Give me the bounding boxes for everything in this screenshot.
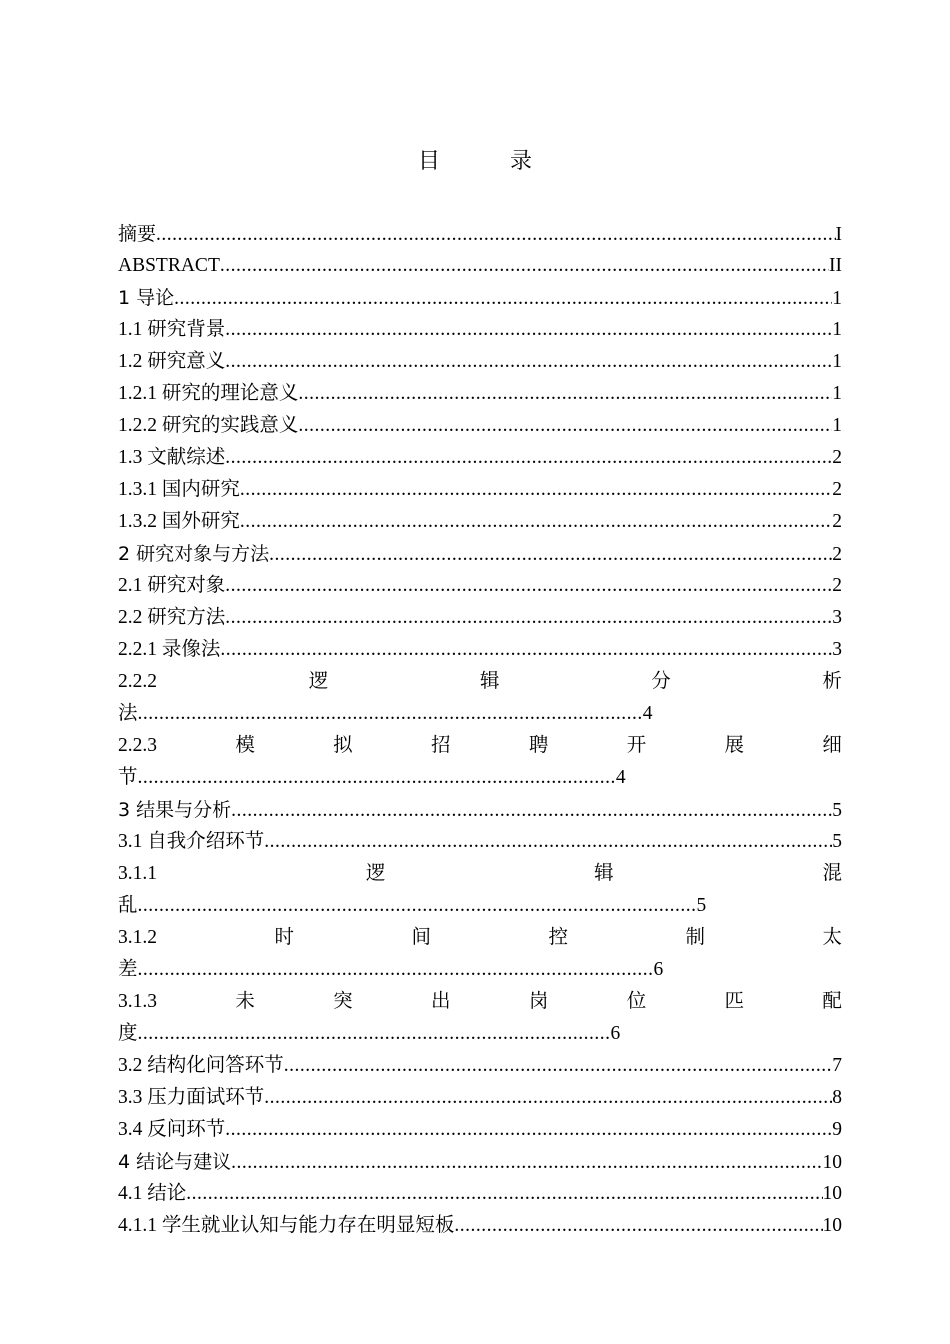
toc-page-number: 5 — [696, 895, 707, 916]
toc-entry[interactable] — [118, 218, 842, 250]
toc-entry[interactable] — [118, 1050, 842, 1082]
toc-leader-dots — [225, 442, 832, 474]
toc-leader-dots — [186, 1178, 822, 1210]
toc-leader-dots — [240, 474, 832, 506]
toc-leader-dots — [225, 346, 832, 378]
toc-entry-token: 招 — [431, 735, 451, 756]
toc-leader-dots — [225, 1114, 832, 1146]
toc-leader-dots — [231, 1147, 822, 1179]
toc-entry-token: 逻 — [308, 671, 329, 692]
toc-page-number: 1 — [832, 319, 842, 340]
toc-entry-token: 聘 — [528, 735, 549, 756]
toc-page-number: 4 — [615, 767, 626, 788]
toc-leader-dots: ........................................................................................ — [137, 1023, 611, 1044]
toc-entry-token: 辑 — [479, 671, 500, 692]
toc-leader-dots — [454, 1210, 822, 1242]
toc-leader-dots — [298, 410, 832, 442]
toc-entry-token: 时 — [274, 927, 294, 948]
toc-entry-label: 1.2.2 研究的实践意义 — [118, 415, 299, 436]
toc-entry-label: 1.2.1 研究的理论意义 — [118, 383, 299, 404]
toc-leader-dots — [231, 795, 832, 827]
toc-entry-token: 位 — [626, 991, 647, 1012]
toc-entry[interactable] — [118, 282, 842, 314]
toc-page-number: I — [835, 224, 842, 245]
toc-leader-dots — [264, 826, 832, 858]
toc-entry-line — [118, 730, 842, 762]
toc-entry-label: 3.3 压力面试环节 — [118, 1087, 265, 1108]
toc-leader-dots: .............................................................................................. — [137, 703, 643, 724]
toc-page-number: 7 — [832, 1055, 842, 1076]
toc-entry-token: 2.2.3 — [118, 735, 157, 756]
toc-entry-line — [118, 762, 842, 794]
toc-page-number: 2 — [832, 447, 842, 468]
toc-entry-label: 3 结果与分析 — [118, 799, 232, 821]
toc-page-number: 1 — [832, 351, 842, 372]
toc-entry[interactable] — [118, 794, 842, 826]
toc-page-number: 9 — [832, 1119, 842, 1140]
toc-entry-label: 2.1 研究对象 — [118, 575, 226, 596]
toc-entry-token: 细 — [822, 735, 842, 756]
toc-entry-token: 2.2.2 — [118, 671, 157, 692]
toc-leader-dots: ......................................................................................... — [137, 767, 616, 788]
toc-entry[interactable] — [118, 826, 842, 858]
toc-leader-dots — [284, 1050, 832, 1082]
toc-entry-label: 2 研究对象与方法 — [118, 543, 270, 565]
toc-entry[interactable] — [118, 410, 842, 442]
toc-page-number: 1 — [832, 415, 842, 436]
toc-page-number: 10 — [822, 1152, 842, 1173]
toc-entry-wrapped[interactable] — [118, 666, 842, 730]
toc-entry-wrapped[interactable] — [118, 858, 842, 922]
toc-leader-dots — [156, 219, 835, 251]
toc-entry[interactable] — [118, 346, 842, 378]
toc-leader-dots — [225, 314, 832, 346]
toc-entry-wrapped[interactable] — [118, 986, 842, 1050]
toc-page-number: 10 — [822, 1215, 842, 1236]
toc-entry-label: 摘要 — [118, 223, 157, 245]
toc-entry[interactable] — [118, 1178, 842, 1210]
toc-entry[interactable] — [118, 506, 842, 538]
toc-entry-tail: 乱 — [118, 895, 138, 916]
toc-entry-line — [118, 666, 842, 698]
toc-entry-wrapped[interactable] — [118, 922, 842, 986]
toc-entry-label: 4.1.1 学生就业认知与能力存在明显短板 — [118, 1215, 455, 1236]
toc-page-number: 8 — [832, 1087, 842, 1108]
toc-entry-line — [118, 890, 842, 922]
toc-leader-dots — [225, 570, 832, 602]
toc-entry-line — [118, 698, 842, 730]
toc-entry-line — [118, 858, 842, 890]
toc-page-number: 3 — [832, 607, 842, 628]
toc-leader-dots — [269, 539, 832, 571]
toc-entry-label: 1.3 文献综述 — [118, 447, 226, 468]
toc-entry-token: 逻 — [365, 863, 386, 884]
toc-page-number: 3 — [832, 639, 842, 660]
toc-entry-label: ABSTRACT — [118, 255, 220, 276]
toc-page-number: 2 — [832, 575, 842, 596]
toc-entry-token: 匹 — [724, 991, 745, 1012]
toc-entry[interactable] — [118, 442, 842, 474]
toc-entry-label: 2.2 研究方法 — [118, 607, 226, 628]
toc-page-number: 2 — [832, 479, 842, 500]
toc-entry-label: 4 结论与建议 — [118, 1151, 232, 1173]
toc-entry-line — [118, 954, 842, 986]
toc-entry-line — [118, 986, 842, 1018]
toc-leader-dots — [225, 602, 832, 634]
toc-entry-token: 太 — [822, 927, 842, 948]
toc-entry-tail: 度 — [118, 1023, 138, 1044]
toc-entry-token: 模 — [235, 735, 255, 756]
toc-entry-token: 辑 — [594, 863, 614, 884]
toc-entry[interactable] — [118, 1082, 842, 1114]
toc-entry-label: 1.3.1 国内研究 — [118, 479, 240, 500]
toc-leader-dots — [298, 378, 832, 410]
toc-entry[interactable] — [118, 538, 842, 570]
toc-page-number: 2 — [832, 544, 842, 565]
toc-entry-token: 间 — [411, 927, 431, 948]
toc-entry[interactable] — [118, 570, 842, 602]
toc-entry-label: 1.2 研究意义 — [118, 351, 226, 372]
toc-entry-label: 3.4 反问环节 — [118, 1119, 226, 1140]
toc-entry[interactable] — [118, 634, 842, 666]
toc-entry-token: 岗 — [528, 991, 549, 1012]
toc-entry[interactable] — [118, 1114, 842, 1146]
toc-entry-token: 3.1.2 — [118, 927, 157, 948]
toc-leader-dots — [220, 634, 832, 666]
toc-leader-dots — [264, 1082, 832, 1114]
toc-entry-label: 1 导论 — [118, 287, 175, 309]
toc-entry-tail: 节 — [118, 767, 138, 788]
toc-entry-tail: 法 — [118, 703, 138, 724]
toc-page-number: 6 — [610, 1023, 621, 1044]
toc-entry-token: 拟 — [333, 735, 353, 756]
toc-page-number: II — [829, 255, 842, 276]
toc-entry-token: 展 — [724, 735, 745, 756]
toc-entry-label: 3.2 结构化问答环节 — [118, 1055, 284, 1076]
toc-page-number: 1 — [832, 288, 842, 309]
toc-entry-token: 3.1.3 — [118, 991, 157, 1012]
toc-entry-token: 未 — [235, 991, 255, 1012]
toc-leader-dots: ........................................................................................................ — [137, 895, 697, 916]
toc-entry-token: 突 — [333, 991, 353, 1012]
toc-page-number: 1 — [832, 383, 842, 404]
toc-entry-label: 1.3.2 国外研究 — [118, 511, 240, 532]
table-of-contents — [118, 218, 842, 1242]
toc-entry-token: 分 — [651, 671, 671, 692]
toc-entry-label: 4.1 结论 — [118, 1183, 187, 1204]
toc-leader-dots: ................................................................................................ — [137, 959, 654, 980]
toc-entry-token: 控 — [548, 927, 568, 948]
toc-entry-token: 混 — [822, 863, 842, 884]
toc-entry-token: 配 — [822, 991, 842, 1012]
toc-entry-token: 析 — [822, 671, 842, 692]
toc-entry[interactable] — [118, 314, 842, 346]
toc-page-number: 6 — [653, 959, 664, 980]
toc-entry-label: 3.1 自我介绍环节 — [118, 831, 265, 852]
toc-entry-label: 2.2.1 录像法 — [118, 639, 221, 660]
toc-title: 目 录 — [417, 149, 556, 174]
toc-entry-token: 出 — [431, 991, 451, 1012]
toc-entry[interactable] — [118, 474, 842, 506]
toc-entry-token: 3.1.1 — [118, 863, 157, 884]
toc-entry[interactable] — [118, 1210, 842, 1242]
toc-entry-line — [118, 922, 842, 954]
toc-entry[interactable] — [118, 378, 842, 410]
toc-page-number: 10 — [822, 1183, 842, 1204]
toc-entry-line — [118, 1018, 842, 1050]
toc-leader-dots — [240, 506, 832, 538]
toc-entry-token: 制 — [685, 927, 705, 948]
toc-page-number: 5 — [832, 800, 842, 821]
toc-entry-token: 开 — [626, 735, 647, 756]
toc-entry-wrapped[interactable] — [118, 730, 842, 794]
toc-entry[interactable] — [118, 1146, 842, 1178]
toc-page-number: 4 — [642, 703, 653, 724]
toc-entry[interactable] — [118, 602, 842, 634]
toc-page-number: 2 — [832, 511, 842, 532]
toc-leader-dots — [174, 283, 832, 315]
toc-leader-dots — [220, 250, 829, 282]
toc-page-number: 5 — [832, 831, 842, 852]
toc-entry-tail: 差 — [118, 959, 138, 980]
toc-entry[interactable] — [118, 250, 842, 282]
toc-entry-label: 1.1 研究背景 — [118, 319, 226, 340]
